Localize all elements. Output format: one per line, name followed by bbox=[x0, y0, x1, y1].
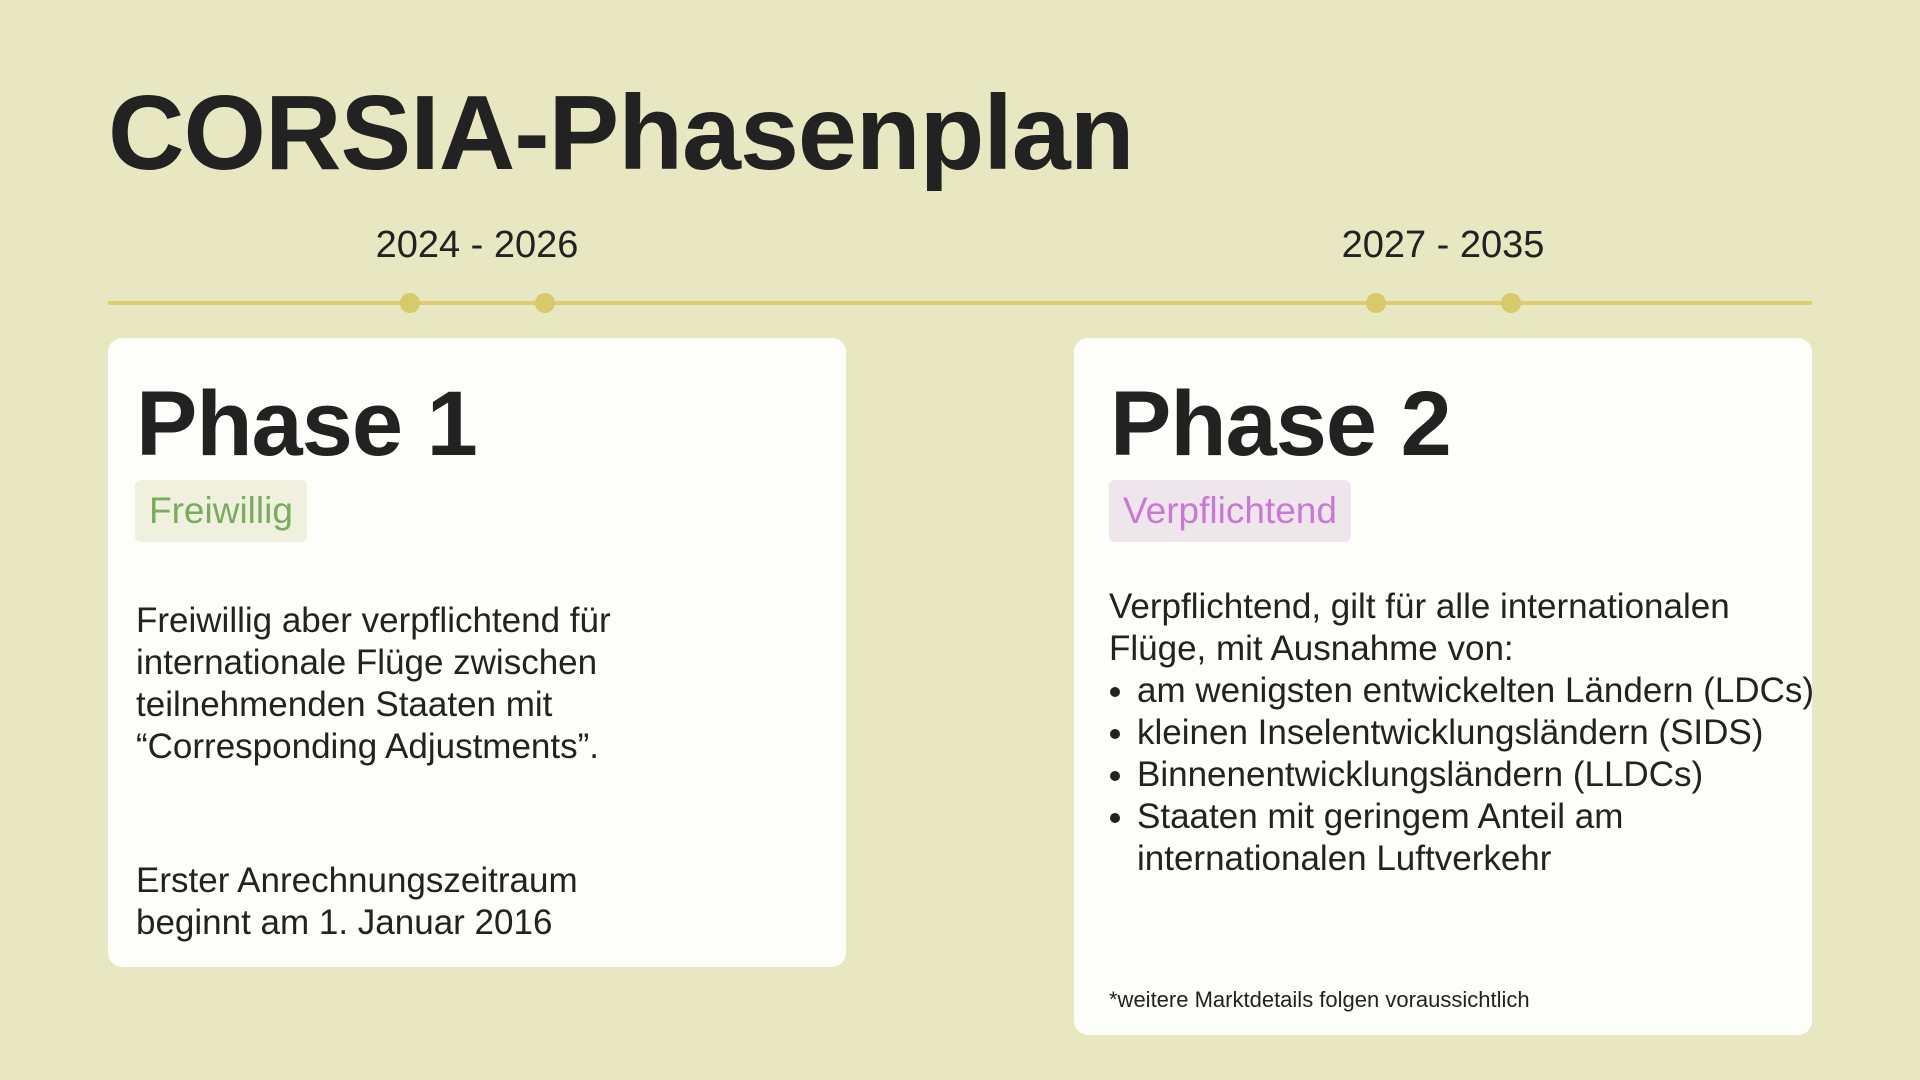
timeline-dot bbox=[400, 293, 420, 313]
phase-1-card bbox=[108, 338, 846, 967]
phase-1-period-note: Erster Anrechnungszeitraum beginnt am 1. Januar 2016 bbox=[136, 861, 578, 942]
timeline-dot bbox=[1366, 293, 1386, 313]
list-item: • am wenigsten entwickelten Ländern (LDCs) bbox=[1137, 670, 1857, 712]
timeline-dot bbox=[1501, 293, 1521, 313]
phase-2-heading: Phase 2 bbox=[1110, 373, 1451, 475]
list-item: • Binnenentwicklungsländern (LLDCs) bbox=[1137, 754, 1857, 796]
period-label-phase-1: 2024 - 2026 bbox=[375, 224, 579, 266]
phase-2-description: Verpflichtend, gilt für alle internationalen Flüge, mit Ausnahme von: bbox=[1109, 587, 1730, 668]
phase-2-card bbox=[1074, 338, 1812, 1035]
page-title: CORSIA-Phasenplan bbox=[108, 74, 1134, 192]
list-item: • kleinen Inselentwicklungsländern (SIDS) bbox=[1137, 712, 1857, 754]
list-item: • Staaten mit geringem Anteil am internationalen Luftverkehr bbox=[1137, 796, 1857, 880]
footnote: *weitere Marktdetails folgen voraussichtlich bbox=[1109, 987, 1530, 1012]
period-label-phase-2: 2027 - 2035 bbox=[1341, 224, 1545, 266]
phase-1-heading: Phase 1 bbox=[136, 373, 477, 475]
phase-1-description: Freiwillig aber verpflichtend für internationale Flüge zwischen teilnehmenden Staaten mit “Corresponding Adjustments”. bbox=[136, 601, 611, 766]
phase-2-status-badge: Verpflichtend bbox=[1109, 480, 1351, 542]
phase-1-status-badge: Freiwillig bbox=[135, 480, 307, 542]
exemption-list bbox=[1074, 670, 1857, 880]
timeline-line bbox=[108, 301, 1812, 305]
timeline-dot bbox=[535, 293, 555, 313]
